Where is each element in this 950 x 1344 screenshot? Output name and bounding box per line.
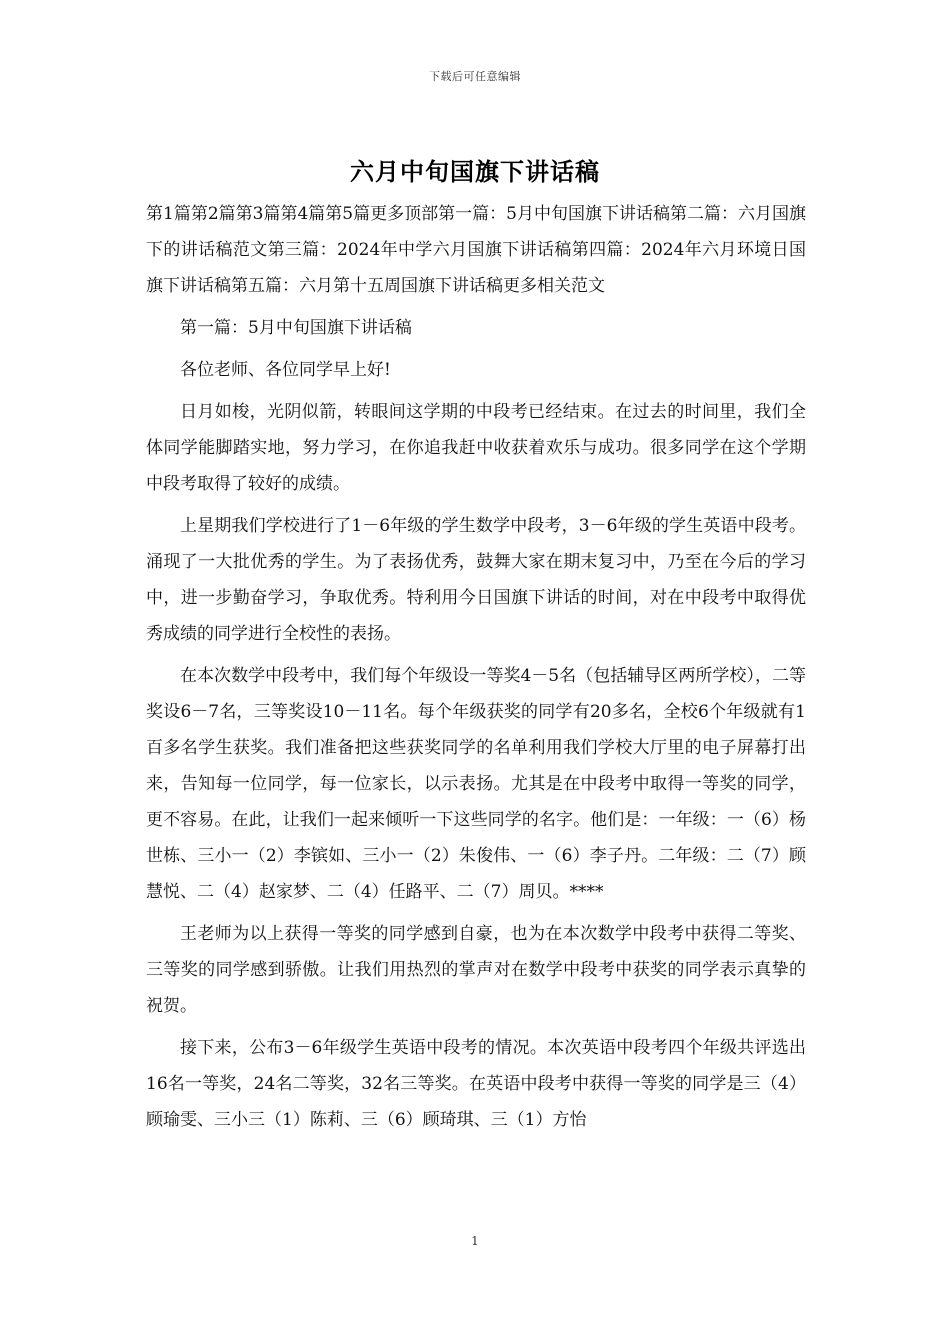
paragraph-exam-overview: 上星期我们学校进行了1－6年级的学生数学中段考，3－6年级的学生英语中段考。涌现了一大批优秀的学生。为了表扬优秀，鼓舞大家在期末复习中，乃至在今后的学习中，进一步勤奋学习，争取优秀。特利用今日国旗下讲话的时间，对在中段考中取得优秀成绩的同学进行全校性的表扬。	[146, 516, 806, 644]
paragraph-intro: 日月如梭，光阴似箭，转眼间这学期的中段考已经结束。在过去的时间里，我们全体同学能脚踏实地，努力学习，在你追我赶中收获着欢乐与成功。很多同学在这个学期中段考取得了较好的成绩。	[146, 402, 806, 494]
paragraph-greeting: 各位老师、各位同学早上好!	[180, 360, 391, 380]
document-body	[146, 196, 806, 1144]
page-number: 1	[471, 1234, 479, 1248]
paragraph-english-awards: 接下来，公布3－6年级学生英语中段考的情况。本次英语中段考四个年级共评选出16名一等奖，24名二等奖，32名三等奖。在英语中段考中获得一等奖的同学是三（4）顾瑜雯、三小三（1）陈莉、三（6）顾琦琪、三（1）方怡	[146, 1038, 806, 1130]
document-title: 六月中旬国旗下讲话稿	[350, 157, 600, 186]
paragraph-section-heading: 第一篇：5月中旬国旗下讲话稿	[180, 318, 412, 338]
paragraph-contents-list: 第1篇第2篇第3篇第4篇第5篇更多顶部第一篇：5月中旬国旗下讲话稿第二篇：六月国旗下的讲话稿范文第三篇：2024年中学六月国旗下讲话稿第四篇：2024年六月环境日国旗下讲话稿第五篇：六月第十五周国旗下讲话稿更多相关范文	[146, 204, 806, 296]
header-note: 下载后可任意编辑	[429, 70, 521, 83]
paragraph-congratulations: 王老师为以上获得一等奖的同学感到自豪，也为在本次数学中段考中获得二等奖、三等奖的同学感到骄傲。让我们用热烈的掌声对在数学中段考中获奖的同学表示真挚的祝贺。	[146, 924, 806, 1016]
paragraph-math-awards: 在本次数学中段考中，我们每个年级设一等奖4－5名（包括辅导区两所学校），二等奖设6－7名，三等奖设10－11名。每个年级获奖的同学有20多名，全校6个年级就有1百多名学生获奖。我们准备把这些获奖同学的名单利用我们学校大厅里的电子屏幕打出来，告知每一位同学，每一位家长，以示表扬。尤其是在中段考中取得一等奖的同学，更不容易。在此，让我们一起来倾听一下这些同学的名字。他们是：一年级：一（6）杨世栋、三小一（2）李镔如、三小一（2）朱俊伟、一（6）李子丹。二年级：二（7）顾慧悦、二（4）赵家梦、二（4）任路平、二（7）周贝。****	[146, 666, 806, 902]
